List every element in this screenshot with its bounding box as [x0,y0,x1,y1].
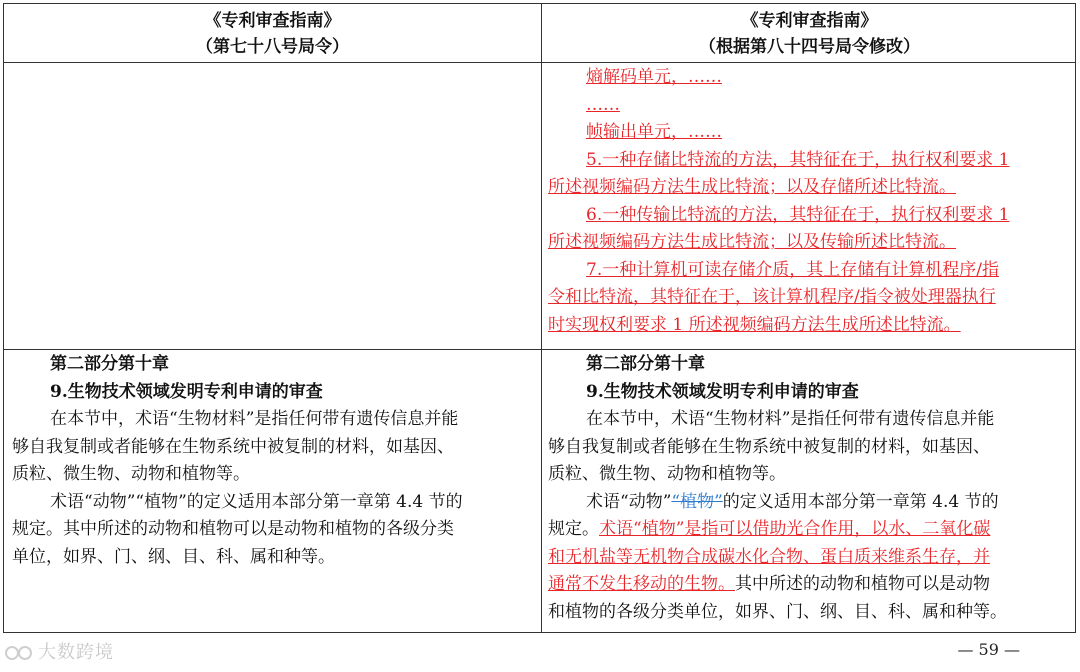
section-heading: 9.生物技术领域发明专利申请的审查 [50,381,323,402]
row2-left-cell [12,351,537,571]
left-header-subtitle: （第七十八号局令） [196,37,349,57]
row2-right-cell [548,351,1073,626]
deleted-text: “植物” [671,491,723,512]
paragraph-line: 在本节中，术语“生物材料”是指任何带有遗传信息并能 [586,409,995,429]
paragraph-line: 质粒、微生物、动物和植物等。 [548,464,786,484]
inserted-text: 术语“植物”是指可以借助光合作用，以水、二氧化碳 [599,519,991,539]
text-span: 规定。 [548,519,599,539]
page-number: — 59 — [957,640,1020,659]
paragraph-line: 够自我复制或者能够在生物系统中被复制的材料，如基因、 [12,436,454,457]
logo-text: 大数跨境 [38,642,114,663]
row-divider [4,349,1075,350]
paragraph-line [548,571,1073,599]
row1-right-cell [548,64,1073,339]
inserted-text: 通常不发生移动的生物。 [548,574,735,594]
paragraph-line: 和植物的各级分类单位，如界、门、纲、目、科、属和种等。 [548,601,1007,622]
claim-5-line: 5.一种存储比特流的方法，其特征在于，执行权利要求 1 [586,149,1010,170]
claim-7-line: 令和比特流，其特征在于，该计算机程序/指令被处理器执行 [548,287,996,307]
paragraph-line: 单位，如界、门、纲、目、科、属和种等。 [12,546,335,567]
text-span: 术语“动物” [586,491,672,512]
comparison-table [3,3,1076,633]
right-header-title: 《专利审查指南》 [741,11,878,31]
claim-line: 帧输出单元，…… [586,122,722,142]
right-column-header [542,4,1077,62]
section-label: 第二部分第十章 [50,354,169,374]
paragraph-line: 术语“动物”“植物”的定义适用本部分第一章第 4.4 节的 [50,491,463,512]
claim-5-line: 所述视频编码方法生成比特流；以及存储所述比特流。 [548,177,956,197]
left-header-title: 《专利审查指南》 [204,11,341,31]
claim-line: …… [586,94,620,115]
claim-line: 熵解码单元，…… [586,67,722,87]
paragraph-line [548,544,1073,572]
header-divider [4,62,1075,63]
claim-7-line: 时实现权利要求 1 所述视频编码方法生成所述比特流。 [548,314,961,335]
section-label: 第二部分第十章 [586,354,705,374]
claim-7-line: 7.一种计算机可读存储介质，其上存储有计算机程序/指 [586,259,999,280]
logo-icon [4,643,34,663]
text-span: 的定义适用本部分第一章第 4.4 节的 [722,491,999,512]
paragraph-line: 在本节中，术语“生物材料”是指任何带有遗传信息并能 [50,409,459,429]
text-span: 其中所述的动物和植物可以是动物 [735,574,990,594]
section-heading: 9.生物技术领域发明专利申请的审查 [586,381,859,402]
paragraph-line [548,516,1073,544]
inserted-text: 和无机盐等无机物合成碳水化合物、蛋白质来维系生存，并 [548,546,990,567]
paragraph-line [548,489,1073,517]
left-column-header [4,4,541,62]
watermark-logo [4,638,114,664]
paragraph-line: 规定。其中所述的动物和植物可以是动物和植物的各级分类 [12,519,454,539]
claim-6-line: 所述视频编码方法生成比特流；以及传输所述比特流。 [548,232,956,252]
column-divider [541,4,542,632]
paragraph-line: 质粒、微生物、动物和植物等。 [12,464,250,484]
right-header-subtitle: （根据第八十四号局令修改） [699,37,920,57]
claim-6-line: 6.一种传输比特流的方法，其特征在于，执行权利要求 1 [586,204,1010,225]
paragraph-line: 够自我复制或者能够在生物系统中被复制的材料，如基因、 [548,436,990,457]
